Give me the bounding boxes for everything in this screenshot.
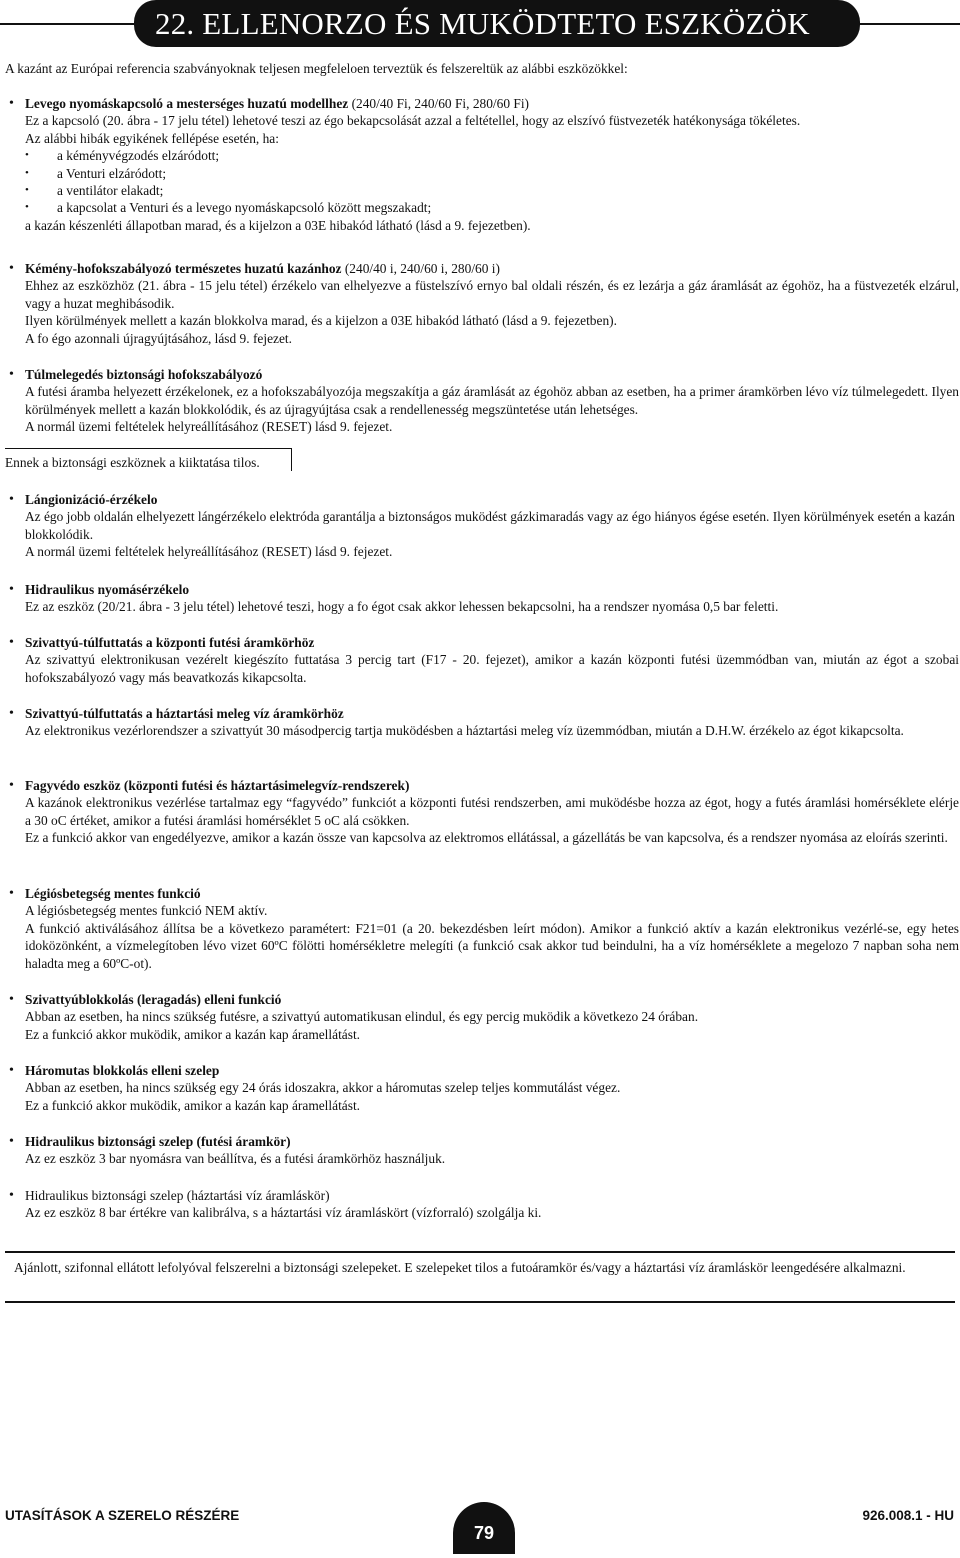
bullet: •: [9, 367, 14, 382]
bullet: •: [9, 635, 14, 650]
section-text: A funkció aktiválásához állítsa be a következo paramétert: F21=01 (a 20. bekezdésben leírt módon). Amikor a funkció aktív a kazán elektronikus vezérlé-se, egy hetes idoközönként, a vízmelegítoben lévo vizet 60ºC fölötti homérsékletre melegíti (a funkció csak akkor tud beindulni, ha a víz homérséklete a megelozo 7 napban soha nem haladta meg a 60ºC-ot).: [25, 920, 959, 971]
section-text: Ez a funkció akkor muködik, amikor a kazán kap áramellátást.: [25, 1026, 361, 1042]
section-title: Lángionizáció-érzékelo: [25, 492, 158, 507]
section-title: Szivattyú-túlfuttatás a központi futési áramkörhöz: [25, 635, 315, 650]
section-legionella: [9, 885, 959, 972]
section-overheat-thermostat: [9, 366, 959, 436]
page-header: [0, 0, 960, 48]
section-pump-overrun-ch: [9, 634, 959, 686]
section-title: Túlmelegedés biztonsági hofokszabályozó: [25, 367, 263, 382]
section-text: Az elektronikus vezérlorendszer a szivattyút 30 másodpercig tartja muködésben a háztartási meleg víz üzemmódban, miután a D.H.W. érzékelo az égot kikapcsolta.: [25, 723, 904, 739]
section-text: Az égo jobb oldalán elhelyezett lángérzékelo elektróda garantálja a biztonságos muködést gázkimaradás vagy az égo hiányos égése esetén. Ilyen körülmények esetén a kazán blokkolódik.: [25, 509, 955, 542]
section-frost-protection: [9, 777, 959, 847]
section-text: Abban az esetben, ha nincs szükség egy 24 órás idoszakra, akkor a háromutas szelep teljes kommutálást végez.: [25, 1080, 621, 1096]
section-title: Háromutas blokkolás elleni szelep: [25, 1063, 220, 1078]
footer-doc-code: 926.008.1 - HU: [862, 1508, 954, 1523]
page-number: 79: [473, 1523, 495, 1543]
warning-text: Ennek a biztonsági eszköznek a kiiktatása tilos.: [5, 455, 260, 470]
section-text: Az szivattyú elektronikusan vezérelt kiegészíto futtatása 3 percig tart (F17 - 20. fejezet), amikor a kazán központi futési üzemmódban van, miután az égot a szobai hofokszabályozó vagy más beavatkozás kikapcsolta.: [25, 652, 959, 685]
section-pump-overrun-dhw: [9, 705, 959, 740]
section-title: Hidraulikus nyomásérzékelo: [25, 582, 190, 597]
section-title: Szivattyú-túlfuttatás a háztartási meleg víz áramkörhöz: [25, 706, 344, 721]
section-safety-valve-heating: [9, 1133, 959, 1168]
bullet: •: [9, 706, 14, 721]
bullet: •: [9, 992, 14, 1007]
bullet: •: [9, 261, 14, 276]
section-text: Az ez eszköz 8 bar értékre van kalibrálva, s a háztartási víz áramláskört (vízforraló) szolgálja ki.: [25, 1205, 542, 1221]
page-title: 22. ELLENORZO ÉS MUKÖDTETO ESZKÖZÖK: [155, 6, 810, 41]
section-flue-thermostat: [9, 260, 959, 347]
section-title: Légiósbetegség mentes funkció: [25, 886, 201, 901]
page-number-tab: [453, 1502, 515, 1554]
section-text: A normál üzemi feltételek helyreállításához (RESET) lásd 9. fejezet.: [25, 419, 393, 435]
section-pump-antiblock: [9, 991, 959, 1043]
section-title: Hidraulikus biztonsági szelep (háztartási víz áramláskör): [25, 1188, 330, 1203]
section-text: Az alábbi hibák egyikének fellépése esetén, ha:: [25, 130, 279, 146]
section-text: Ez a funkció akkor muködik, amikor a kazán kap áramellátást.: [25, 1097, 361, 1113]
section-text: Az ez eszköz 3 bar nyomásra van beállítva, és a futési áramkörhöz használjuk.: [25, 1151, 446, 1167]
section-text: a kazán készenléti állapotban marad, és a kijelzon a 03E hibakód látható (lásd a 9. fejezetben).: [25, 217, 531, 233]
sub-list-item: • a ventilátor elakadt;: [25, 183, 164, 199]
footer-left-text: UTASÍTÁSOK A SZERELO RÉSZÉRE: [5, 1508, 240, 1523]
note-box: [5, 1251, 955, 1303]
bullet: •: [9, 886, 14, 901]
section-safety-valve-dhw: [9, 1187, 959, 1222]
section-text: Ez a funkció akkor van engedélyezve, amikor a kazán össze van kapcsolva az elektromos ellátással, a gázellátás be van kapcsolva, és a rendszer nyomása az eloírás szerinti.: [25, 830, 948, 846]
section-title: Szivattyúblokkolás (leragadás) elleni funkció: [25, 992, 282, 1007]
intro-paragraph: A kazánt az Európai referencia szabványoknak teljesen megfeleloen terveztük és felszereltük az alábbi eszközökkel:: [5, 61, 628, 76]
section-text: Ez az eszköz (20/21. ábra - 3 jelu tétel) lehetové teszi, hogy a fo égot csak akkor lehessen bekapcsolni, ha a rendszer nyomása 0,5 bar feletti.: [25, 599, 779, 615]
section-title: Levego nyomáskapcsoló a mesterséges huzatú modellhez (240/40 Fi, 240/60 Fi, 280/60 Fi): [25, 96, 530, 111]
bullet: •: [9, 1134, 14, 1149]
section-text: A fo égo azonnali újragyújtásához, lásd 9. fejezet.: [25, 330, 292, 346]
bullet: •: [9, 96, 14, 111]
bullet: •: [9, 1188, 14, 1203]
section-text: Abban az esetben, ha nincs szükség futésre, a szivattyú automatikusan elindul, és egy percig muködik a következo 24 órában.: [25, 1009, 699, 1025]
section-text: A futési áramba helyezett érzékelonek, ez a hofokszabályozója megszakítja a gáz áramlását az égohöz abban az esetben, ha a primer áramkörben lévo víz túlmelegedett. Ilyen körülmények mellett a kazán blokkolódik, és az újragyújtása csak a rendellenesség megszüntetése után lehetséges.: [25, 384, 959, 417]
note-text: Ajánlott, szifonnal ellátott lefolyóval felszerelni a biztonsági szelepeket. E szelepeket tilos a futoáramkör és/vagy a háztartási víz áramláskör leengedésére alkalmazni.: [14, 1260, 906, 1275]
section-text: A kazánok elektronikus vezérlése tartalmaz egy “fagyvédo” funkciót a központi futési rendszerben, ami muködésbe hozza az égot, hogy a futés áramlási homérséklete elérje a 30 oC értéket, amikor a futési áramlási homérséklet 5 oC alá csökken.: [25, 795, 959, 828]
section-text: Ilyen körülmények mellett a kazán blokkolva marad, és a kijelzon a 03E hibakód látható (lásd a 9. fejezetben).: [25, 313, 617, 329]
section-air-pressure-switch: [9, 95, 959, 234]
warning-box: [5, 448, 292, 471]
section-title: Fagyvédo eszköz (központi futési és háztartásimelegvíz-rendszerek): [25, 778, 410, 793]
section-text: A normál üzemi feltételek helyreállításához (RESET) lásd 9. fejezet.: [25, 544, 393, 560]
bullet: •: [9, 492, 14, 507]
section-three-way-valve: [9, 1062, 959, 1114]
section-text: Ehhez az eszközhöz (21. ábra - 15 jelu tétel) érzékelo van elhelyezve a füstelszívó ernyo bal oldali részén, és ez lezárja a gáz áramlását az égohöz, ha a füstvezeték elzárul, vagy a huzat meghibásodik.: [25, 278, 959, 311]
bullet: •: [9, 1063, 14, 1078]
section-pressure-sensor: [9, 581, 959, 616]
bullet: •: [9, 778, 14, 793]
sub-list-item: • a kéményvégzodés elzáródott;: [25, 148, 220, 164]
section-title: Hidraulikus biztonsági szelep (futési áramkör): [25, 1134, 291, 1149]
sub-list-item: • a kapcsolat a Venturi és a levego nyomáskapcsoló között megszakadt;: [25, 200, 432, 216]
bullet: •: [9, 582, 14, 597]
section-title: Kémény-hofokszabályozó természetes huzatú kazánhoz (240/40 i, 240/60 i, 280/60 i): [25, 261, 500, 276]
section-text: A légiósbetegség mentes funkció NEM aktív.: [25, 903, 268, 919]
sub-list-item: • a Venturi elzáródott;: [25, 165, 167, 181]
section-text: Ez a kapcsoló (20. ábra - 17 jelu tétel) lehetové teszi az égo bekapcsolását azzal a feltétellel, hogy az elszívó füstvezeték hatékonysága tökéletes.: [25, 113, 801, 129]
section-flame-sensor: [9, 491, 959, 561]
